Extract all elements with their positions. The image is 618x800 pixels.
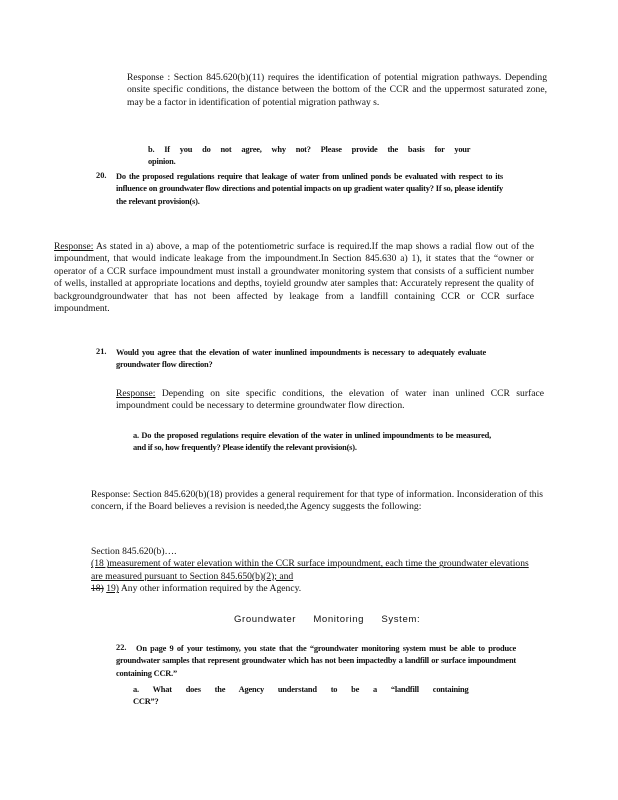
question-20-number: 20.	[96, 171, 107, 180]
question-22a: a. What does the Agency understand to be a “landfill containing CCR”?	[133, 685, 469, 707]
response-label: Response:	[116, 388, 156, 399]
section-item-18	[91, 558, 529, 581]
section-item-18-text: measurement of water elevation within the CCR surface impoundment, each time the groundwater elevations are measured pursuant to Section 845.650(b)(2); and	[91, 558, 529, 582]
response-migration-pathways	[127, 72, 547, 109]
response-20	[54, 241, 534, 315]
response-label: Response:	[54, 241, 94, 252]
response-21	[116, 388, 544, 413]
response-21a-text: Response: Section 845.620(b)(18) provides a general requirement for that type of information. Inconsideration of this concern, if the Board believes a revision is needed,the Agency suggests the following:	[91, 489, 543, 513]
response-21-text: Depending on site specific conditions, the elevation of water inan unlined CCR surface impoundment could be necessary to determine groundwater flow direction.	[116, 388, 544, 412]
response-migration-text: Response : Section 845.620(b)(11) requires the identification of potential migration pathways. Depending onsite specific conditions, the distance between the bottom of the CCR and the uppermost saturated zone, may be a factor in identification of potential migration pathway s.	[127, 72, 547, 108]
section-item-19-old-number: 18)	[91, 583, 104, 595]
question-20: Do the proposed regulations require that leakage of water from unlined ponds be evaluated with respect to its influence on groundwater flow directions and potential impacts on up gradient water quality? If so, please identify the relevant provision(s).	[116, 172, 503, 206]
question-21a: a. Do the proposed regulations require elevation of the water in unlined impoundments to be measured, and if so, how frequently? Please identify the relevant provision(s).	[133, 431, 491, 453]
section-item-19-new-number: 19)	[106, 583, 119, 595]
section-heading: Groundwater Monitoring System:	[234, 614, 421, 625]
question-22-number: 22.	[116, 643, 127, 652]
section-item-18-number: (18 )	[91, 558, 110, 570]
section-amendment	[91, 546, 531, 596]
question-b: b. If you do not agree, why not? Please provide the basis for your opinion.	[148, 145, 471, 167]
question-22: On page 9 of your testimony, you state that the “groundwater monitoring system must be able to produce groundwater samples that represent groundwater which has not been impactedby a landfill or surface impoundment containing CCR.”	[116, 644, 516, 678]
response-20-text: As stated in a) above, a map of the potentiometric surface is required.If the map shows a radial flow out of the impoundment, that would indicate leakage from the impoundment.In Section 845.630 a) 1), it states that the “owner or operator of a CCR surface impoundment must install a groundwater monitoring system that consists of a sufficient number of wells, installed at appropriate locations and depths, toyield groundw ater samples that: Accurately represent the quality of backgroundgroundwater that has not been affected by leakage from a landfill containing CCR or CCR surface impoundment.	[54, 241, 534, 315]
response-21a	[91, 489, 543, 514]
section-intro: Section 845.620(b)….	[91, 546, 177, 557]
question-21: Would you agree that the elevation of water inunlined impoundments is necessary to adequately evaluate groundwater flow direction?	[116, 348, 486, 370]
question-21-number: 21.	[96, 347, 107, 356]
section-item-19-text: Any other information required by the Agency.	[119, 583, 302, 595]
section-item-19	[91, 583, 531, 595]
